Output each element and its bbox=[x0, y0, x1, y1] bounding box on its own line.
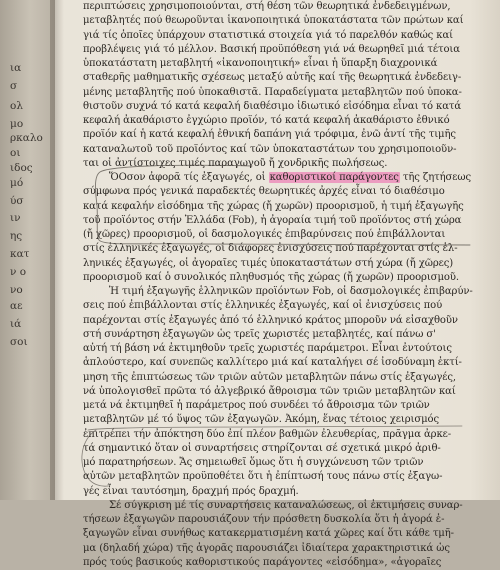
left-margin-fragment: ρκαλο bbox=[10, 132, 43, 144]
text-line: σεις πού ἐπιβάλλονται στίς ἑλληνικές ἐξαγωγές, καί οἱ ἐνισχύσεις πού bbox=[83, 300, 443, 312]
paragraph-4 bbox=[83, 499, 493, 570]
paragraph-1 bbox=[83, 0, 493, 171]
text-line: Ἡ τιμή ἐξαγωγῆς ἑλληνικῶν προϊόντων Fob, οἱ δασμολογικές ἐπιβαρύν- bbox=[109, 286, 473, 297]
text-line: γές εἶναι ταυτόσημη, δραχμή πρός δραχμή. bbox=[83, 485, 299, 497]
text-line: στίς ἑλληνικές ἐξαγωγές, οἱ διάφορες ἐνισχύσεις πού παρέχονται στίς ἑλ- bbox=[83, 243, 458, 255]
text-line: προορισμοῦ καί ὁ συνολικός πληθυσμός τῆς χώρας (ἤ χωρῶν) προορισμοῦ. bbox=[83, 271, 459, 283]
text-line: μα (δηλαδή χώρα) τῆς ἀγορᾶς παρουσιάζει ἰδιαίτερα χαρακτηριστικά ὡς bbox=[83, 542, 450, 554]
left-margin-fragment: κατ bbox=[10, 248, 30, 260]
text-line: μετά νά ἐκτιμηθεῖ ἡ παράμετρος πού συνδέει τό ἄθροισμα τῶν τριῶν bbox=[83, 400, 430, 411]
text-line: γιά τίς ὁποῖες ὑπάρχουν στατιστικά στοιχεία γιά τό παρελθόν καθώς καί bbox=[83, 29, 453, 41]
left-margin-fragment: ιν bbox=[10, 212, 21, 224]
body-text bbox=[83, 0, 493, 570]
text-line: σταθερῆς μαθηματικῆς σχέσεως μεταξύ αὐτῆς καί τῆς θεωρητικά ἐνδεδειγ- bbox=[83, 72, 462, 84]
text-line: περιπτώσεις χρησιμοποιούνται, στή θέση τῶν θεωρητικά ἐνδεδειγμένων, bbox=[83, 1, 451, 12]
text-line: τά σημαντικό ὅταν οἱ συναρτήσεις στηρίζονται σέ σχετικά μικρό ἀριθ- bbox=[83, 442, 441, 454]
text-line: (ἤ χῶρες) προορισμοῦ, οἱ δασμολογικές ἐπιβαρύνσεις πού ἐπιβάλλονται bbox=[83, 229, 446, 240]
text-span: τῆς ζητήσεως bbox=[399, 172, 471, 183]
left-margin-fragment: σ bbox=[10, 80, 18, 92]
left-margin-fragment: ια bbox=[10, 62, 22, 74]
text-line: σύμφωνα πρός γενικά παραδεκτές θεωρητικές ἀρχές εἶναι τό διαθέσιμο bbox=[83, 186, 445, 198]
text-line: προβλέψεις γιά τό μέλλον. Βασική προϋπόθεση γιά νά θεωρηθεῖ μιά τέτοια bbox=[83, 43, 460, 55]
text-line: μηση τῆς ἐπιπτώσεως τῶν τριῶν αὐτῶν μεταβλητῶν πάνω στίς ἐξαγωγές, bbox=[83, 371, 456, 383]
left-margin-fragment: σοι bbox=[10, 336, 28, 348]
left-margin-fragment: ης bbox=[10, 230, 23, 242]
text-line: ὑποκατάστατη μεταβλητή «ἱκανοποιητική» εἶναι ἡ ὕπαρξη διαχρονικά bbox=[83, 58, 438, 69]
text-line: θιστοῦν συχνά τό κατά κεφαλή διαθέσιμο ἰδιωτικό εἰσόδημα εἶναι τό κατά bbox=[83, 100, 462, 112]
text-line: κεφαλή ἀκαθάριστο ἐγχώριο προϊόν, τό κατά κεφαλή ἀκαθάριστο ἐθνικό bbox=[83, 115, 450, 126]
text-line: κατά κεφαλήν εἰσόδημα τῆς χώρας (ἤ χωρῶν) προορισμοῦ, ἡ τιμή ἐξαγωγῆς bbox=[83, 200, 464, 212]
text-line: μένης μεταβλητῆς πού ὑποκαθιστᾶ. Παραδείγματα μεταβλητῶν πού ὑποκα- bbox=[83, 86, 462, 98]
text-line bbox=[83, 171, 493, 185]
left-margin-fragment: ιά bbox=[10, 318, 22, 330]
left-margin-fragment: ύσ bbox=[10, 195, 24, 207]
paragraph-2 bbox=[83, 171, 493, 285]
left-margin-fragment: μο bbox=[10, 118, 24, 130]
text-line: μεταβλητῶν μέ τό ὕψος τῶν ἐξαγωγῶν. Ἀκόμη, ἕνας τέτοιος χειρισμός bbox=[83, 414, 440, 426]
book-gutter-shadow bbox=[50, 0, 64, 500]
text-line: αὐτῶν μεταβλητῶν προϋποθέτει ὅτι ἡ ἐπίπτωσή τους πάνω στίς ἐξαγω- bbox=[83, 471, 443, 483]
text-line: μεταβλητές πού θεωροῦνται ἱκανοποιητικά ὑποκατάστατα τῶν πρώτων καί bbox=[83, 15, 464, 27]
left-margin-fragment: αε bbox=[10, 300, 23, 312]
left-margin-fragment: ολ bbox=[10, 100, 23, 112]
left-margin-fragment: οι bbox=[10, 147, 21, 159]
text-line: παρέχονται στίς ἐξαγωγές ἀπό τό ἑλληνικό κράτος μποροῦν νά εἰσαχθοῦν bbox=[83, 314, 458, 326]
text-line: ἁπλούστερο, καί συνεπῶς καλλίτερο μιά καί καταλήγει σέ ἰσοδύναμη ἐκτί- bbox=[83, 357, 462, 369]
text-line: ἐπιτρέπει τήν ἀπόκτηση δύο ἐπί πλέον βαθμῶν ἐλευθερίας, πρᾶγμα ἀρκε- bbox=[83, 428, 452, 440]
text-line: αὐτή τή βάση νά ἐκτιμηθοῦν τρεῖς χωριστές παράμετροι. Εἶναι ἐντούτοις bbox=[83, 343, 452, 354]
text-line: πρός τούς βασικούς καθοριστικούς παράγοντες «εἰσόδημα», «ἀγορaῖες bbox=[83, 556, 442, 568]
text-line: στή συνάρτηση ἐξαγωγῶν ὡς τρεῖς χωριστές μεταβλητές, καί πάνω σ' bbox=[83, 328, 436, 340]
text-line: νά ὑπολογισθεῖ πρῶτα τό ἀλγεβρικό ἄθροισμα τῶν τριῶν μεταβλητῶν καί bbox=[83, 385, 456, 397]
facing-page-edge bbox=[0, 0, 55, 500]
text-line: τοῦ προϊόντος στήν Ἑλλάδα (Fob), ἡ ἀγοραία τιμή τοῦ προϊόντος στή χώρα bbox=[83, 214, 462, 226]
text-line: προϊόν καί ἡ κατά κεφαλή ἐθνική δαπάνη γιά τρόφιμα, ἐνῶ ἀντί τῆς τιμῆς bbox=[83, 129, 456, 141]
left-margin-fragment: νο bbox=[10, 284, 23, 296]
text-span: ὍΟσον ἀφορᾶ τίς ἐξαγωγές, οἱ bbox=[109, 172, 269, 183]
left-margin-fragment: ιδος bbox=[10, 162, 33, 174]
text-line: μό παρατηρήσεων. Ἄς σημειωθεῖ ὅμως ὅτι ἡ συγχώνευση τῶν τριῶν bbox=[83, 457, 424, 468]
left-margin-fragment: ν ο bbox=[10, 266, 27, 278]
text-line: τήσεων ἐξαγωγῶν παρουσιάζουν τήν πρόσθετη δυσκολία ὅτι ἡ ἀγορά ἐ- bbox=[83, 514, 445, 525]
left-margin-fragment: μό bbox=[10, 177, 24, 189]
text-line: ται οἱ ἀντίστοιχες τιμές παραγωγοῦ ἤ χονδρικῆς πωλήσεως. bbox=[83, 157, 388, 169]
text-line: Σέ σύγκριση μέ τίς συναρτήσεις καταναλώσεως, οἱ ἐκτιμήσεις συναρ- bbox=[109, 499, 463, 511]
text-line: ληνικές ἐξαγωγές, οἱ ἀγοραῖες τιμές ὑποκαταστάτων στή χώρα (ἤ χῶρες) bbox=[83, 257, 454, 269]
text-line: ξαγωγῶν εἶναι συνήθως κατακερματισμένη κατά χῶρες καί ὅτι κάθε τμῆ- bbox=[83, 528, 454, 540]
paragraph-3 bbox=[83, 285, 493, 499]
highlighted-phrase: καθοριστικοί παράγοντες bbox=[269, 172, 399, 183]
text-line: καταναλωτοῦ τοῦ προϊόντος καί τῶν ὑποκαταστάτων του χρησιμοποιοῦν- bbox=[83, 143, 457, 155]
